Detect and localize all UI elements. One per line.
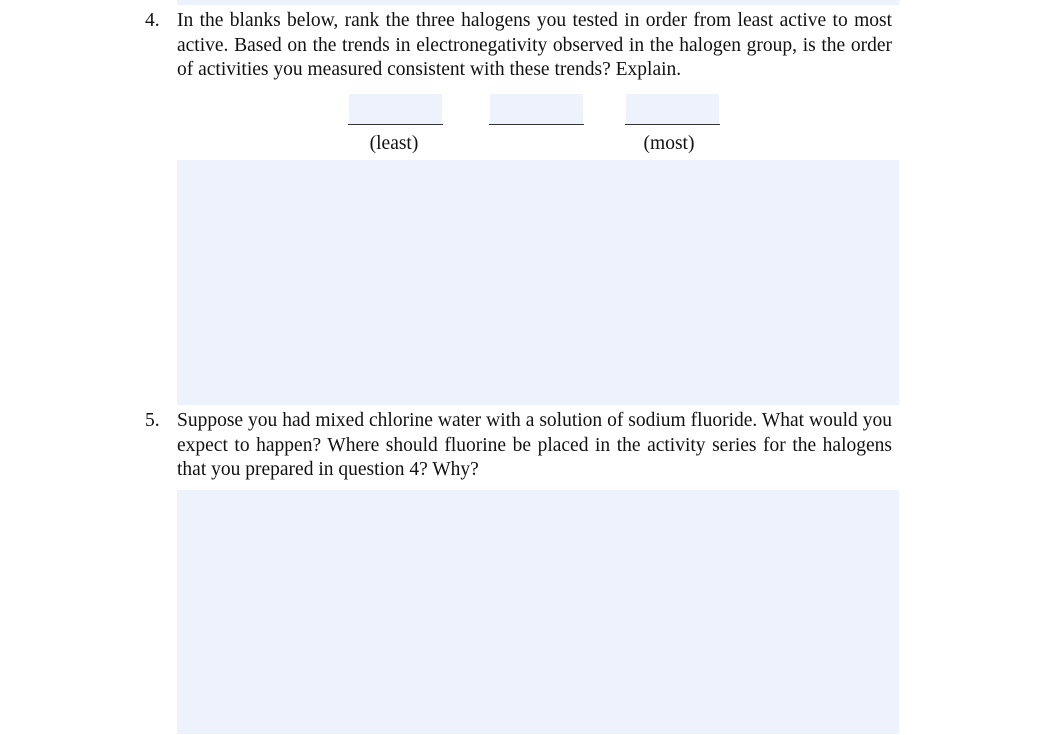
question-5 <box>145 409 895 484</box>
answer-field-question-5[interactable] <box>177 490 899 734</box>
question-number: 4. <box>145 10 160 31</box>
question-number: 5. <box>145 410 160 431</box>
rank-blank-middle-value[interactable] <box>490 94 583 124</box>
question-4 <box>145 9 895 84</box>
question-text: Suppose you had mixed chlorine water with a solution of sodium fluoride. What would you expect to happen? Where should fluorine be placed in the activity series for the halogens that you prepared in question 4? Why? <box>177 410 892 480</box>
previous-answer-field[interactable] <box>177 0 899 5</box>
rank-blank-most[interactable] <box>625 94 720 125</box>
rank-blank-least-value[interactable] <box>349 94 442 124</box>
rank-label-least: (least) <box>369 133 419 154</box>
rank-blank-most-value[interactable] <box>626 94 719 124</box>
question-text: In the blanks below, rank the three halogens you tested in order from least active to most active. Based on the trends in electronegativity observed in the halogen group, is the order of activities you measured consistent with these trends? Explain. <box>177 10 892 80</box>
rank-blank-least[interactable] <box>348 94 443 125</box>
rank-label-most: (most) <box>643 133 695 154</box>
answer-field-question-4[interactable] <box>177 160 899 405</box>
rank-blank-middle[interactable] <box>489 94 584 125</box>
